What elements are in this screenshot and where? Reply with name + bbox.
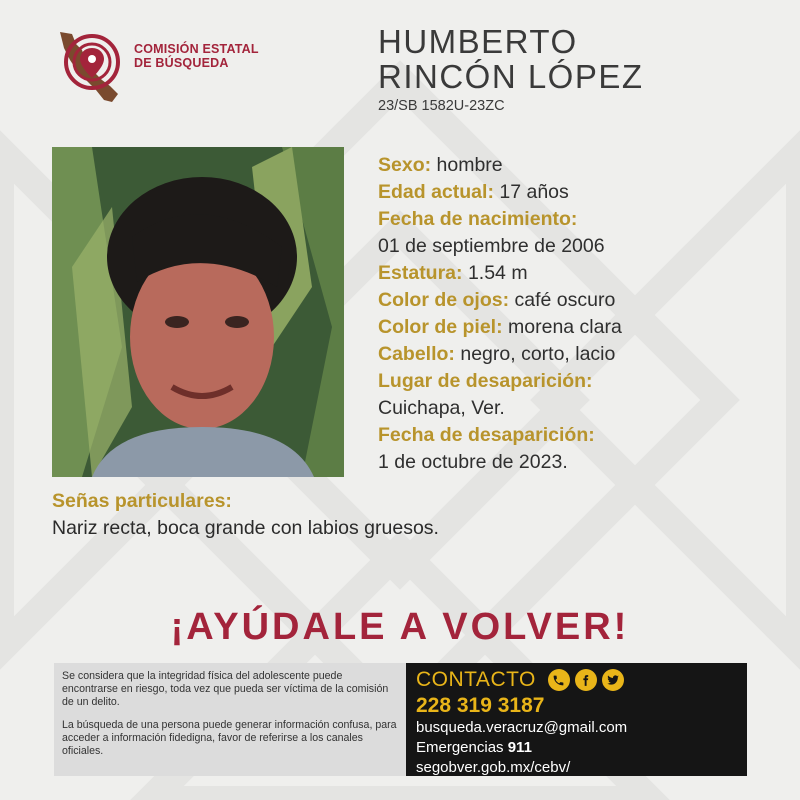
detail-value: Cuichapa, Ver. (378, 397, 505, 419)
distinctive-features (52, 488, 439, 542)
detail-label: Edad actual: (378, 181, 494, 203)
emergencias-number[interactable]: 911 (507, 739, 532, 756)
detail-lugar-desaparicion (378, 368, 788, 395)
detail-fecha-desaparicion (378, 422, 788, 449)
contact-box (406, 663, 747, 776)
distinctive-features-value: Nariz recta, boca grande con labios gruesos. (52, 517, 439, 539)
notice-box (54, 663, 406, 776)
person-details (378, 152, 788, 476)
contact-email[interactable]: busqueda.veracruz@gmail.com (416, 719, 628, 736)
detail-cabello (378, 341, 788, 368)
detail-fecha-nacimiento (378, 206, 788, 233)
detail-sexo (378, 152, 788, 179)
comision-logo (52, 28, 282, 112)
detail-color-ojos (378, 287, 788, 314)
emergencias-label: Emergencias (416, 739, 504, 756)
logo-line-2: DE BÚSQUEDA (134, 56, 229, 70)
logo-text (134, 42, 259, 70)
detail-label: Sexo: (378, 154, 432, 176)
logo-line-1: COMISIÓN ESTATAL (134, 42, 259, 56)
detail-value: 17 años (499, 181, 569, 203)
twitter-icon[interactable] (602, 669, 624, 691)
detail-color-piel (378, 314, 788, 341)
detail-label: Color de piel: (378, 316, 503, 338)
contact-title-row (416, 666, 737, 694)
detail-label: Estatura: (378, 262, 463, 284)
detail-edad (378, 179, 788, 206)
detail-value: morena clara (508, 316, 622, 338)
person-name-line-2: RINCÓN LÓPEZ (378, 58, 644, 95)
detail-value: 1.54 m (467, 262, 528, 284)
detail-fecha-desaparicion-value (378, 449, 788, 476)
detail-label: Cabello: (378, 343, 455, 365)
person-photo (52, 147, 344, 477)
detail-label: Lugar de desaparición: (378, 370, 593, 392)
facebook-icon[interactable] (575, 669, 597, 691)
person-name (378, 24, 644, 94)
case-folio: 23/SB 1582U-23ZC (378, 98, 505, 114)
detail-label: Fecha de nacimiento: (378, 208, 578, 230)
contact-phone[interactable]: 228 319 3187 (416, 694, 545, 717)
contact-website[interactable]: segobver.gob.mx/cebv/ (416, 759, 571, 776)
detail-label: Fecha de desaparición: (378, 424, 595, 446)
detail-lugar-desaparicion-value (378, 395, 788, 422)
phone-icon[interactable] (548, 669, 570, 691)
detail-value: hombre (436, 154, 503, 176)
person-name-line-1: HUMBERTO (378, 23, 578, 60)
detail-fecha-nacimiento-value (378, 233, 788, 260)
contact-emergencias (416, 738, 737, 758)
detail-label: Color de ojos: (378, 289, 510, 311)
contact-icons (548, 669, 624, 691)
veracruz-map-pin-icon (52, 28, 132, 112)
notice-paragraph-1: Se considera que la integridad física del adolescente puede encontrarse en riesgo, toda vez que pueda ser víctima de la comisión de un delito. (62, 670, 389, 708)
detail-value: 01 de septiembre de 2006 (378, 235, 605, 257)
contact-title: CONTACTO (416, 668, 536, 691)
distinctive-features-label: Señas particulares: (52, 490, 232, 512)
notice-paragraph-2: La búsqueda de una persona puede generar información confusa, para acceder a información fidedigna, favor de referirse a los canales oficiales. (62, 719, 397, 757)
headline: ¡AYÚDALE A VOLVER! (170, 606, 630, 648)
detail-value: 1 de octubre de 2023. (378, 451, 568, 473)
detail-value: negro, corto, lacio (460, 343, 616, 365)
detail-estatura (378, 260, 788, 287)
detail-value: café oscuro (514, 289, 616, 311)
